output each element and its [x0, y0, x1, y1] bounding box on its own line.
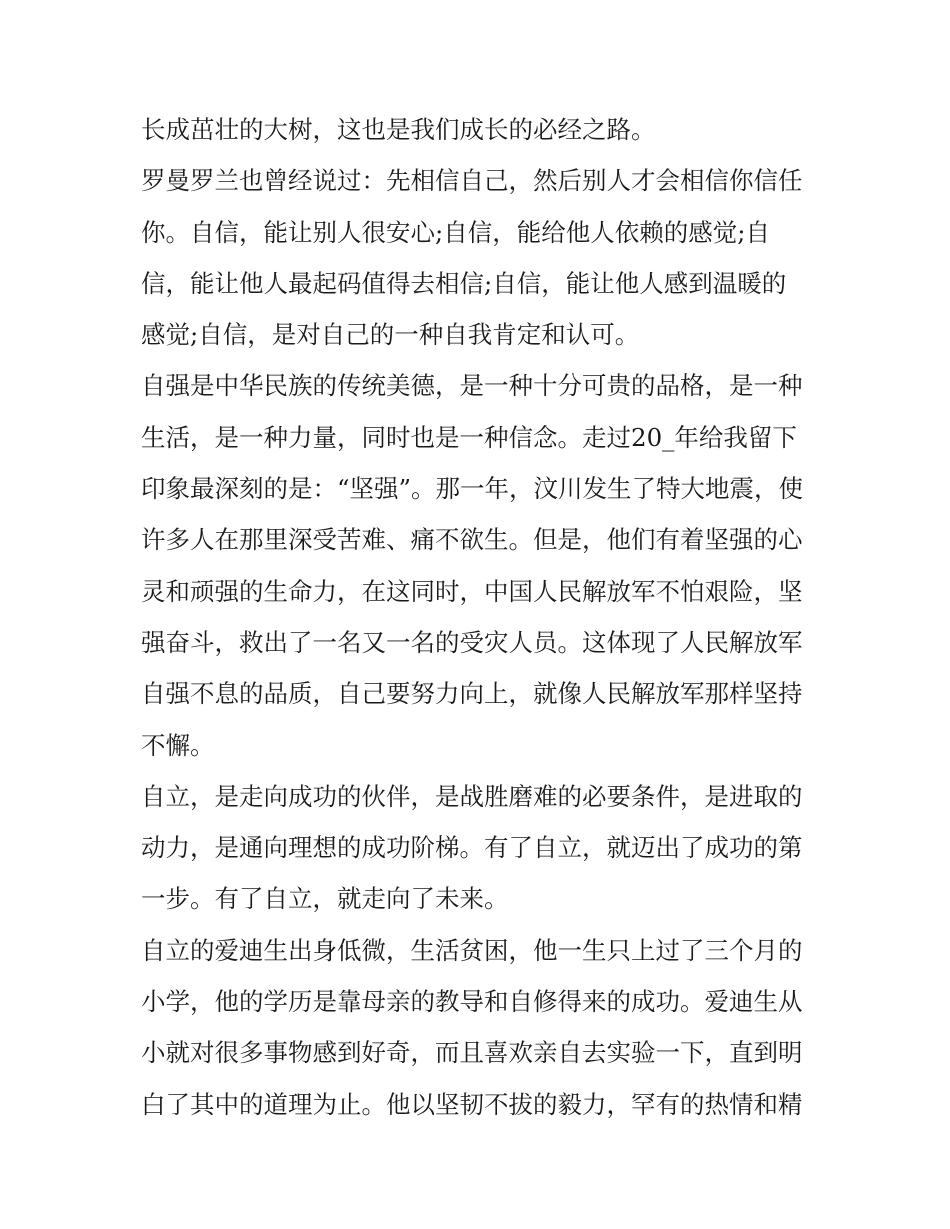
text-line: 信，能让他人最起码值得去相信;自信，能让他人感到温暖的 — [141, 268, 787, 298]
text-line: 一步。有了自立，就走向了未来。 — [141, 884, 509, 914]
text-line: 不懈。 — [141, 730, 215, 760]
text-line: 生活，是一种力量，同时也是一种信念。走过20_年给我留下 — [141, 422, 797, 452]
text-line: 自强不息的品质，自己要努力向上，就像人民解放军那样坚持 — [141, 679, 803, 709]
text-line: 许多人在那里深受苦难、痛不欲生。但是，他们有着坚强的心 — [141, 525, 803, 555]
text-line: 罗曼罗兰也曾经说过：先相信自己，然后别人才会相信你信任 — [141, 166, 803, 196]
text-line: 长成茁壮的大树，这也是我们成长的必经之路。 — [141, 115, 656, 144]
body-text — [141, 104, 821, 1130]
text-line: 强奋斗，救出了一名又一名的受灾人员。这体现了人民解放军 — [141, 627, 803, 657]
text-line: 小学，他的学历是靠母亲的教导和自修得来的成功。爱迪生从 — [141, 987, 803, 1017]
text-line: 自立，是走向成功的伙伴，是战胜磨难的必要条件，是进取的 — [141, 781, 803, 811]
text-line: 动力，是通向理想的成功阶梯。有了自立，就迈出了成功的第 — [141, 833, 803, 863]
text-line: 你。自信，能让别人很安心;自信，能给他人依赖的感觉;自 — [141, 217, 771, 247]
text-line: 灵和顽强的生命力，在这同时，中国人民解放军不怕艰险，坚 — [141, 576, 803, 606]
text-line: 白了其中的道理为止。他以坚韧不拔的毅力，罕有的热情和精 — [141, 1089, 803, 1119]
text-line: 小就对很多事物感到好奇，而且喜欢亲自去实验一下，直到明 — [141, 1038, 803, 1068]
text-line: 自强是中华民族的传统美德，是一种十分可贵的品格，是一种 — [141, 371, 803, 401]
text-line: 印象最深刻的是：“坚强”。那一年，汶川发生了特大地震，使 — [141, 474, 804, 504]
text-line: 感觉;自信，是对自己的一种自我肯定和认可。 — [141, 320, 640, 350]
text-line: 自立的爱迪生出身低微，生活贫困，他一生只上过了三个月的 — [141, 935, 803, 965]
